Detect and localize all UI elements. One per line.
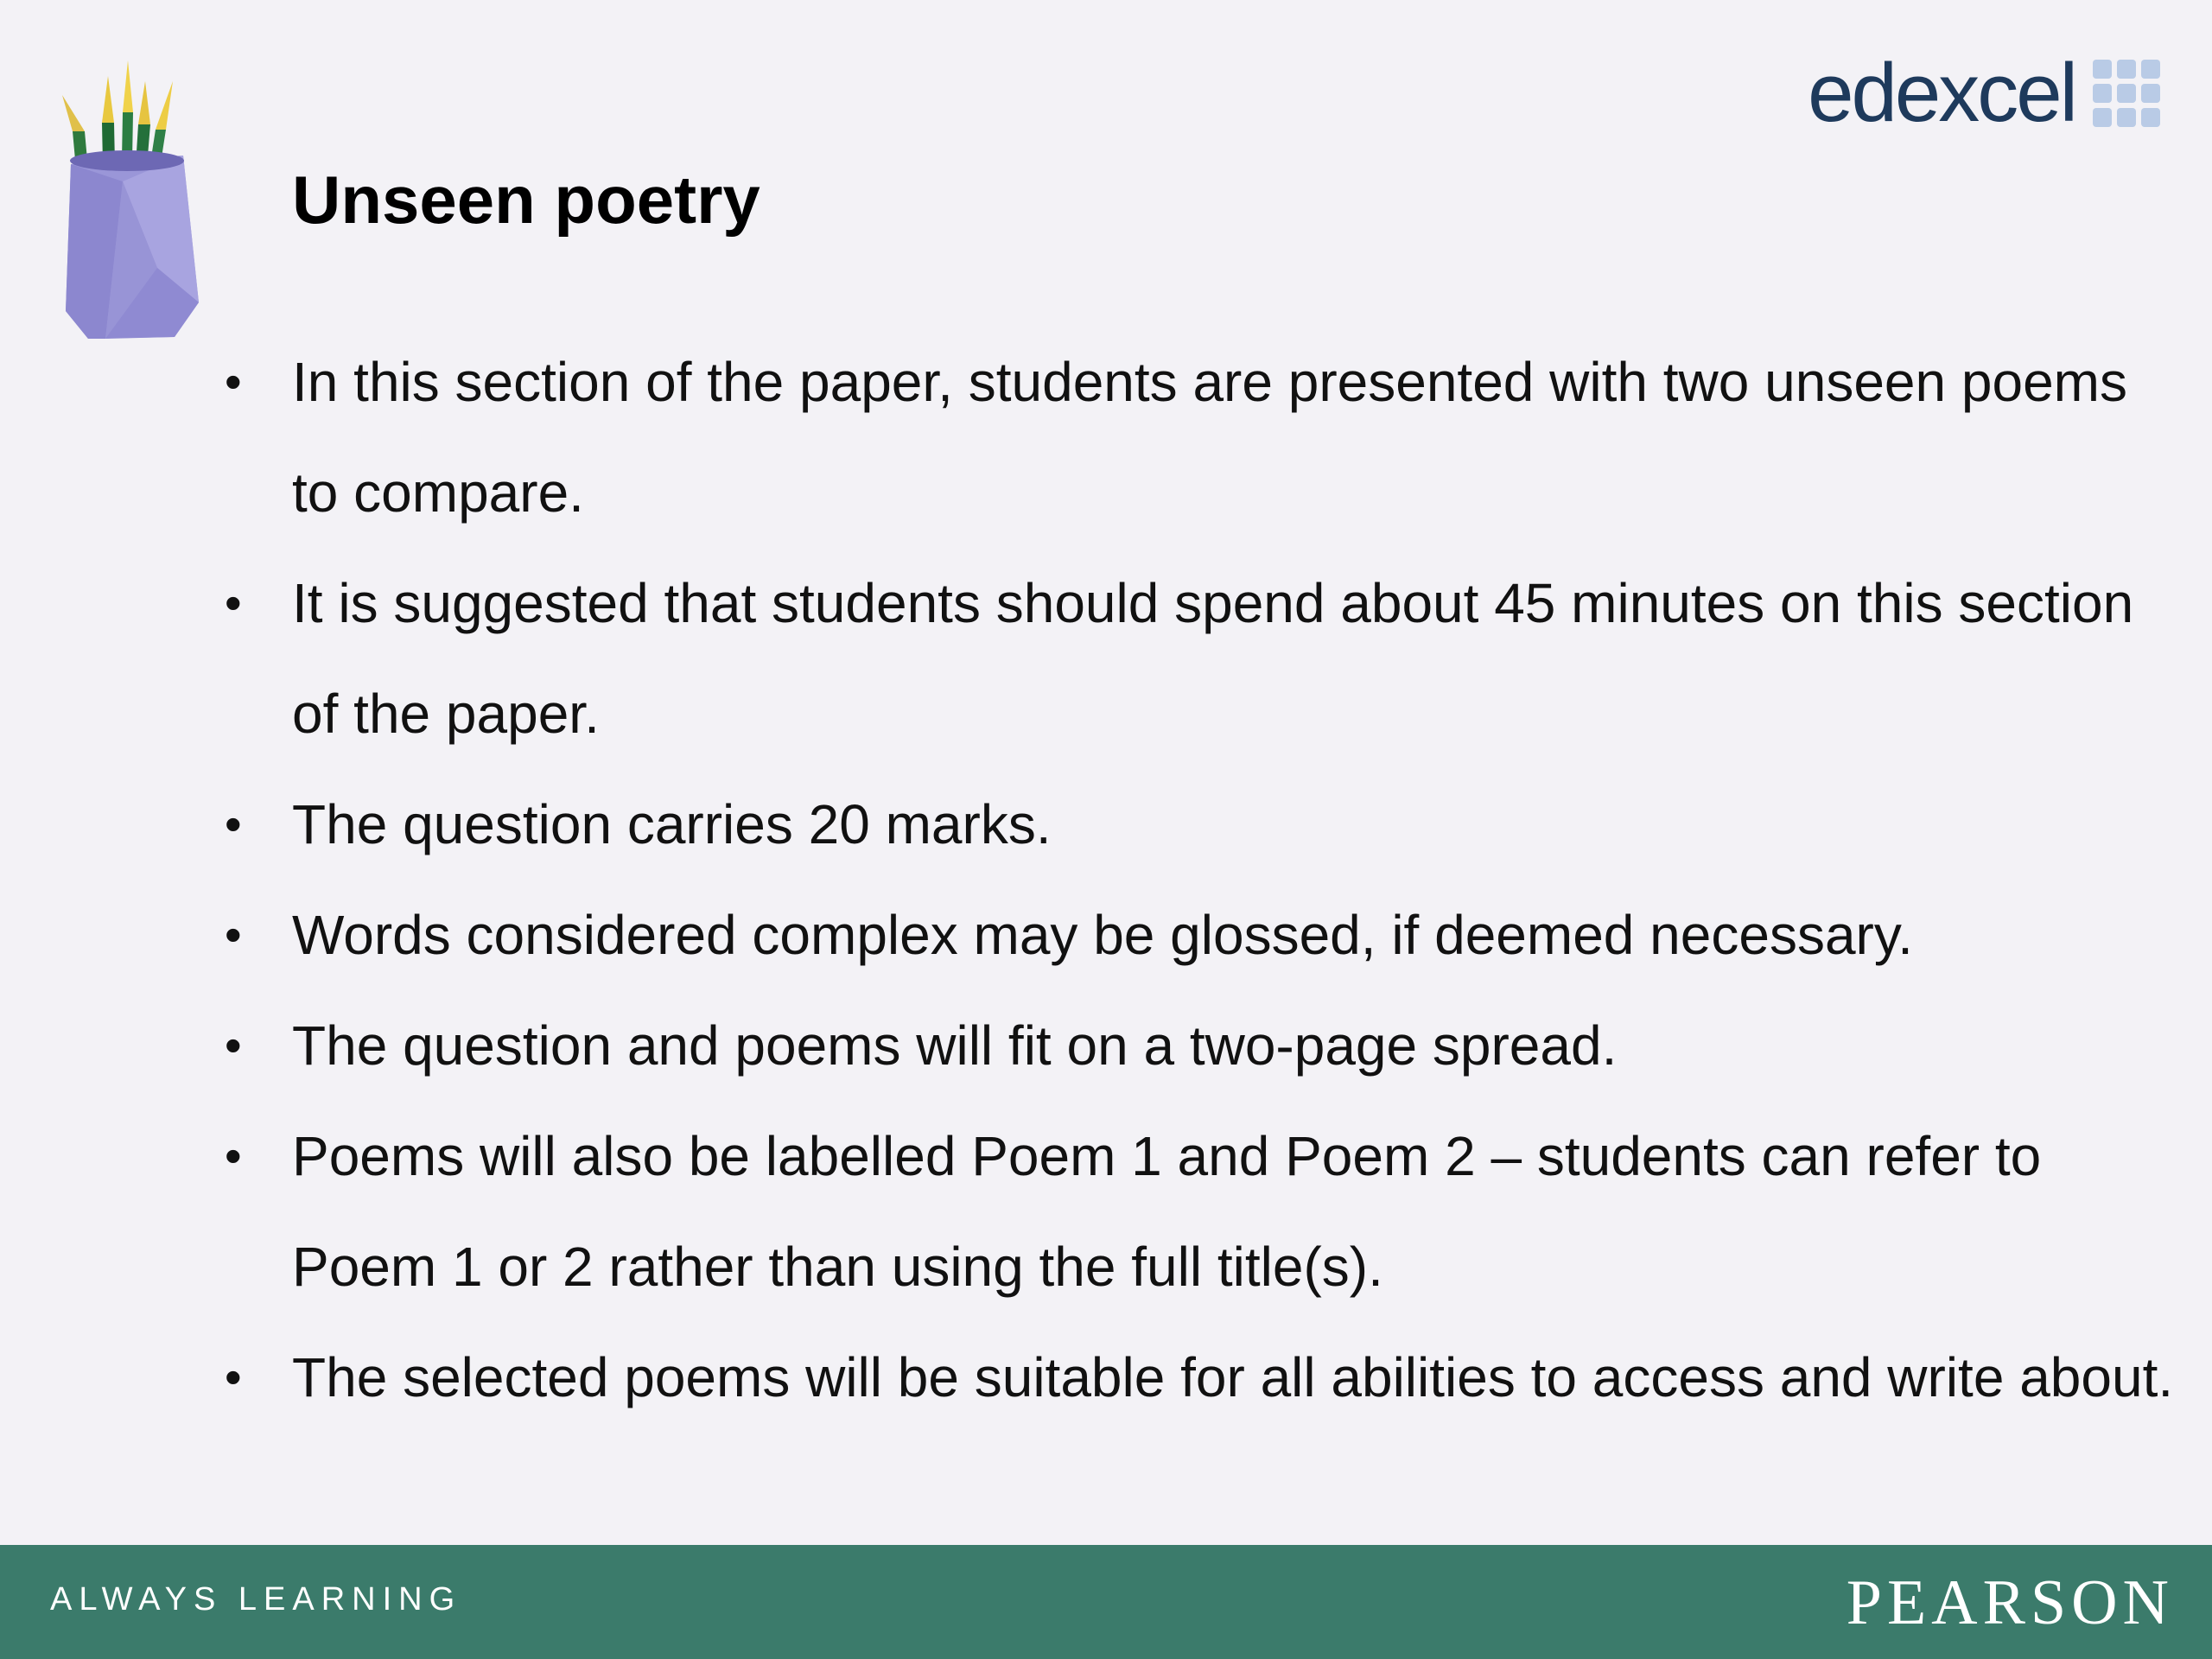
bullet-list	[216, 327, 2177, 1433]
bullet-symbol: •	[225, 907, 242, 962]
logo-wordmark: edexcel	[1808, 47, 2075, 139]
bullet-item	[216, 880, 2177, 990]
bullet-symbol: •	[225, 354, 242, 409]
bullet-text: In this section of the paper, students are presented with two unseen poems to compare.	[292, 351, 2127, 524]
bullet-symbol: •	[225, 1018, 242, 1072]
bullet-item	[216, 769, 2177, 880]
footer-bar	[0, 1545, 2212, 1659]
footer-tagline: ALWAYS LEARNING	[50, 1581, 462, 1618]
bullet-item	[216, 1322, 2177, 1433]
bullet-item	[216, 548, 2177, 769]
bullet-text: The selected poems will be suitable for all abilities to access and write about.	[292, 1346, 2174, 1408]
edexcel-grid-icon	[2093, 60, 2160, 127]
pencil-pot-icon	[54, 52, 209, 346]
slide-title: Unseen poetry	[292, 162, 760, 238]
bullet-text: It is suggested that students should spend about 45 minutes on this section of the paper.	[292, 572, 2134, 745]
bullet-item	[216, 990, 2177, 1101]
bullet-text: Poems will also be labelled Poem 1 and Poem 2 – students can refer to Poem 1 or 2 rather than using the full title(s).	[292, 1125, 2042, 1298]
bullet-item	[216, 1101, 2177, 1322]
pearson-logo: PEARSON	[1846, 1567, 2174, 1638]
bullet-text: Words considered complex may be glossed, if deemed necessary.	[292, 904, 1913, 966]
edexcel-logo	[1808, 47, 2160, 139]
bullet-symbol: •	[225, 797, 242, 851]
bullet-item	[216, 327, 2177, 548]
bullet-symbol: •	[225, 1128, 242, 1183]
bullet-symbol: •	[225, 575, 242, 630]
bullet-symbol: •	[225, 1350, 242, 1404]
bullet-text: The question and poems will fit on a two-page spread.	[292, 1014, 1618, 1077]
bullet-text: The question carries 20 marks.	[292, 793, 1052, 855]
